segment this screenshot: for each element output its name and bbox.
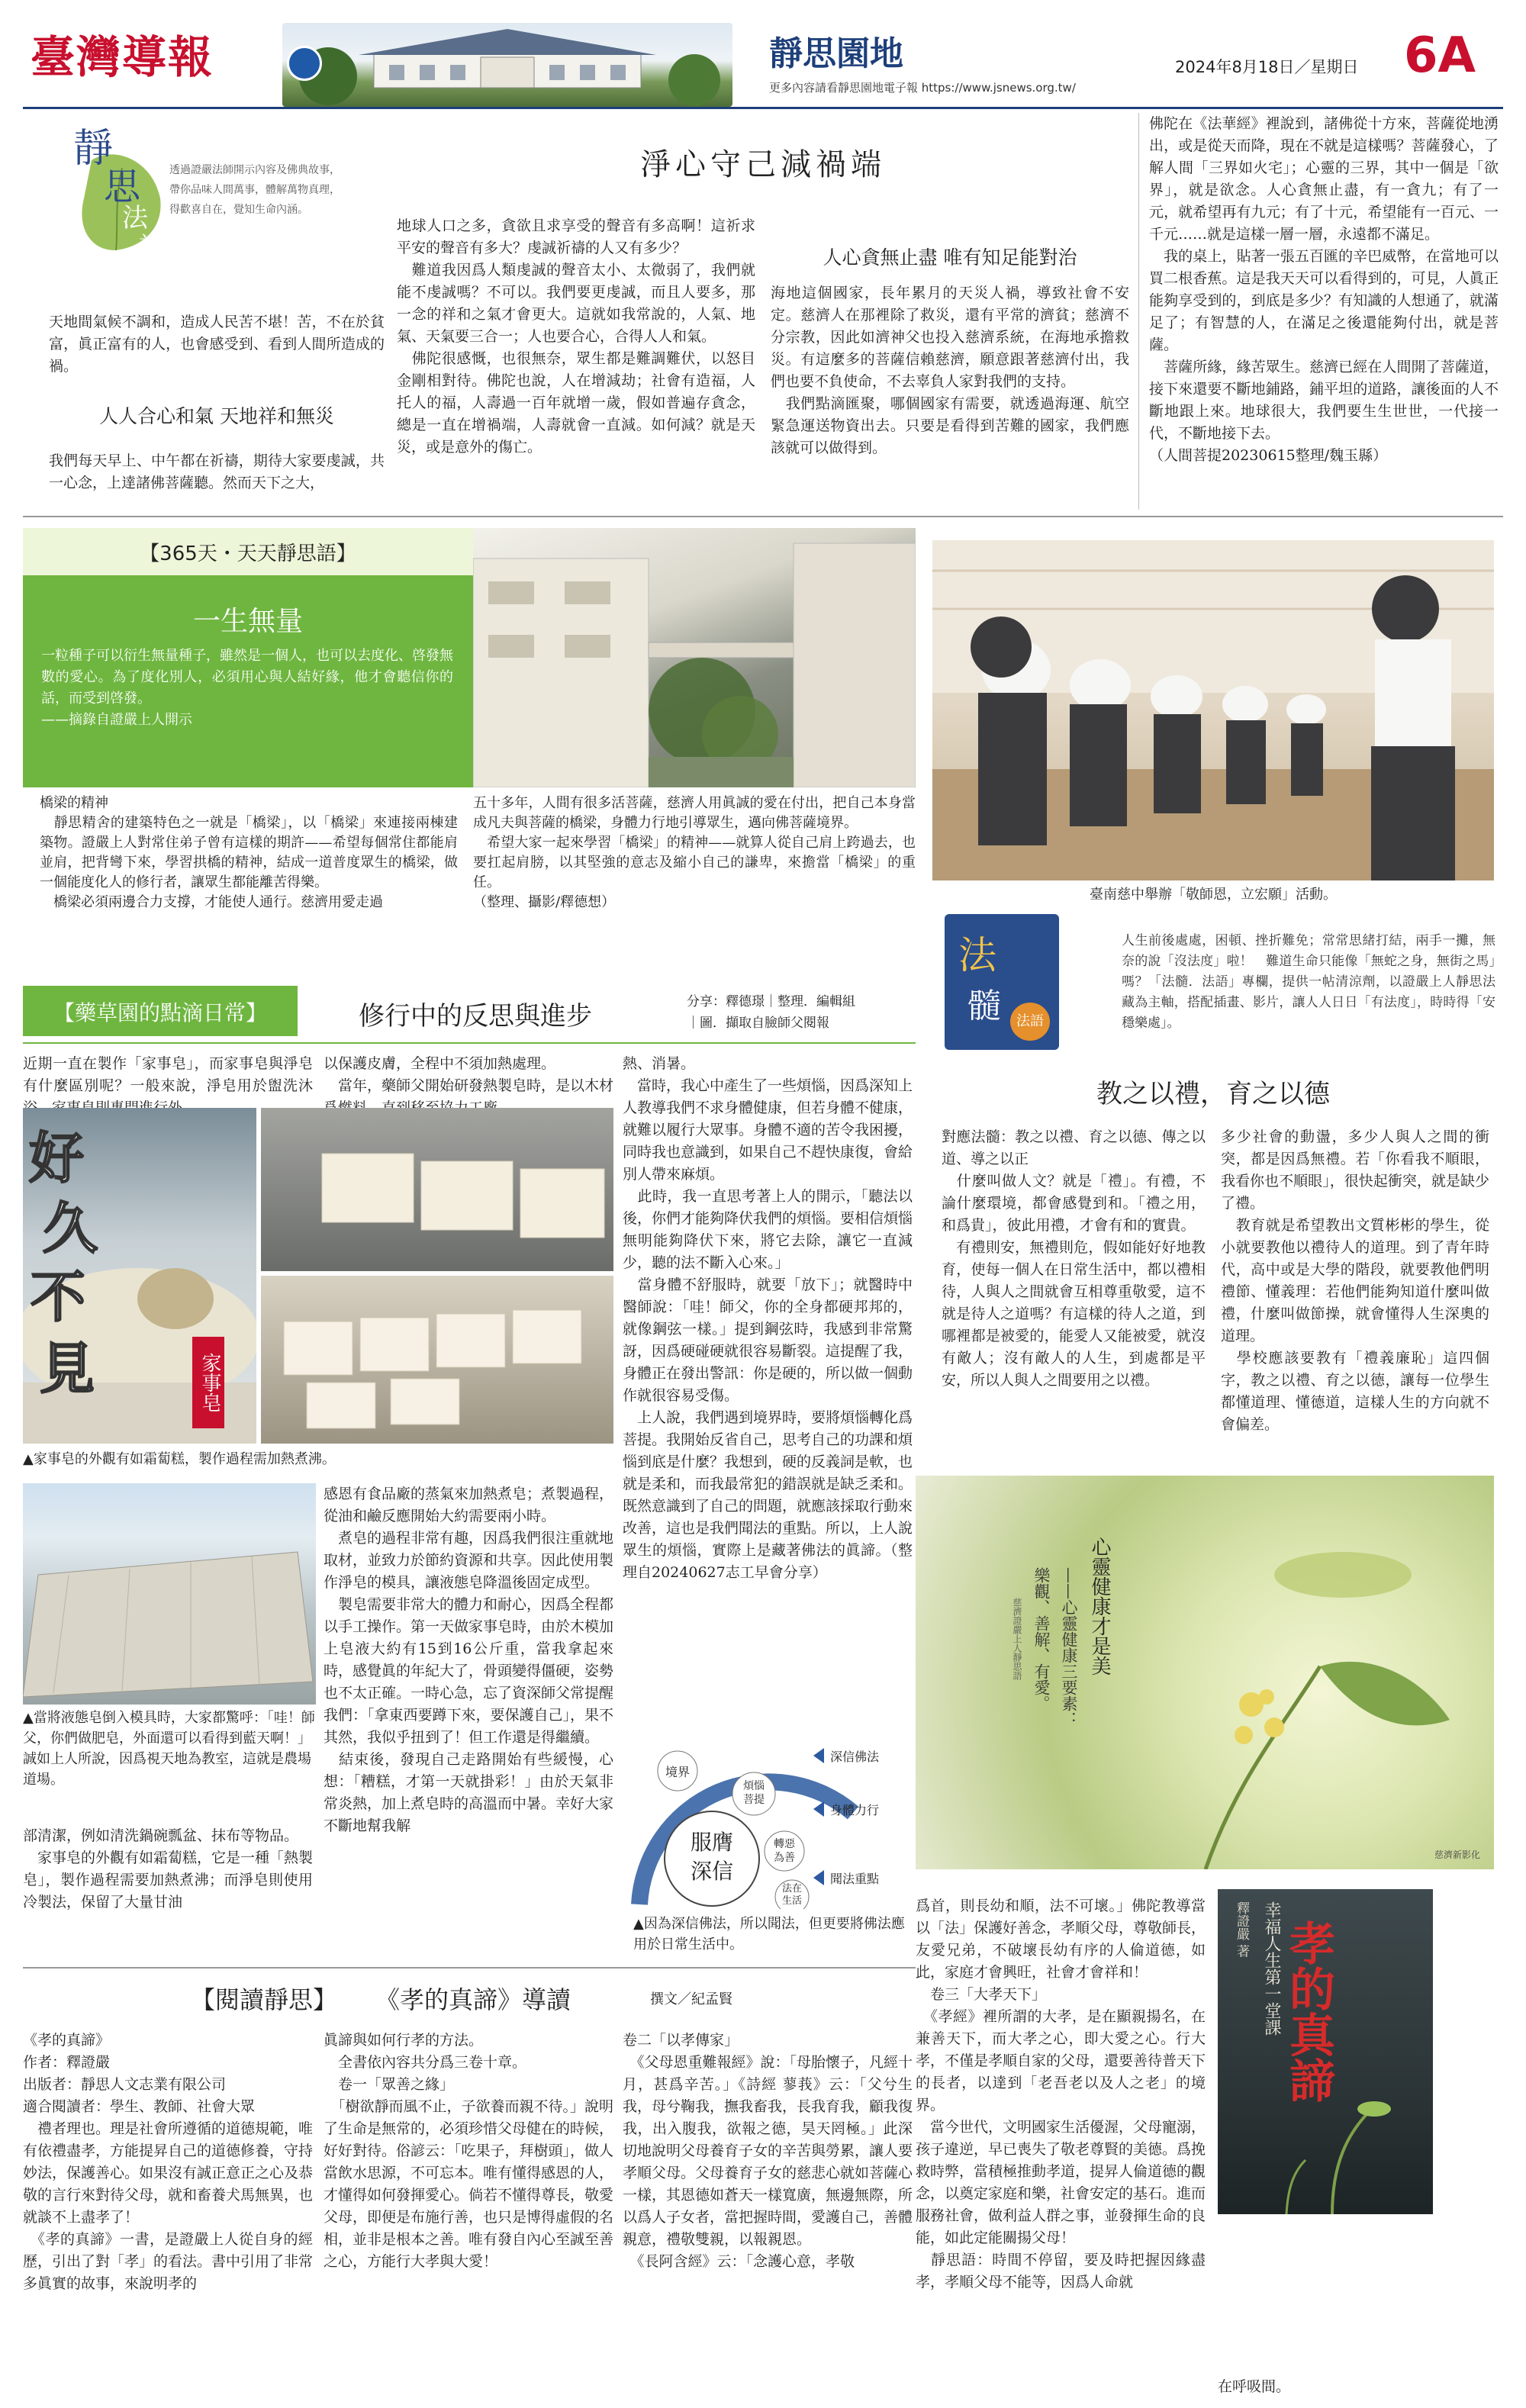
diagram-arrow-label-1: 深信佛法 — [830, 1750, 880, 1764]
jingsi365-body-2: 五十多年，人間有很多活菩薩，慈濟人用眞誠的愛在付出，把自己本身當成凡夫與菩薩的橋梁，身體力行地引導眾生，邁向佛菩薩境界。 希望大家一起來學習「橋梁」的精神——就算人從自己肩上跨過去，也要扛起肩膀，以其堅強的意志及縮小自己的謙卑，來擔當「橋梁」的重任。 （整理、攝影/釋德想） — [473, 795, 916, 910]
diagram-circle-1: 境界 — [665, 1765, 690, 1779]
reading-title: 《孝的真諦》導讀 — [375, 1985, 571, 2014]
herbal-caption-2: ▲當將液態皂倒入模具時，大家都驚呼：「哇！師父，你們做肥皂，外面還可以看得到藍天啊！」誠如上人所說，因爲視天地為教室，這就是農場道場。 — [23, 1710, 315, 1788]
fadu-quote: 人生前後處處，困頓、挫折難免；常常思緒打結，兩手一攤，無奈的說「沒法度」啦！ 難道生命只能像「無蛇之身，無街之馬」嗎？「法髓．法語」專欄，提供一帖清涼劑，以證嚴上人靜思法藏為主軸，搭配插畫、影片，讓人人日日「有法度」，時時得「安穩樂處」。 — [1122, 933, 1495, 1031]
book-cover — [1218, 1889, 1433, 2214]
bowing-students-photo — [932, 540, 1494, 880]
fadu-badge-label: 法語 — [1010, 1003, 1050, 1041]
building-illustration — [282, 23, 732, 107]
section-rule-reading — [23, 1967, 916, 1969]
diagram-arrow-label-2: 身體力行 — [830, 1803, 880, 1817]
herbal-title: 修行中的反思與進步 — [359, 1001, 592, 1032]
headline-char-bu: 不 — [31, 1264, 86, 1329]
reading-author: 撰文／紀孟賢 — [650, 1991, 732, 2007]
fadu-badge — [945, 914, 1059, 1050]
bridge-illustration — [473, 528, 916, 787]
soap-mold-photo — [23, 1483, 316, 1705]
herbal-col-c: 熱、消暑。 當時，我心中產生了一些煩惱，因爲深知上人教導我們不求身體健康，但若身體不健康，就難以履行大眾事。身體不適的苦令我困擾，同時我也意識到，如果自己不趕快康復，會給別人帶來麻煩。 此時，我一直思考著上人的開示，「聽法以後，你們才能夠降伏我們的煩惱。要相信煩惱無明能夠降伏下來，將它去除，讓它一直減少，聽的法不斷入心來。」 當身體不舒服時，就要「放下」；就醫時中醫師說：「哇！師父，你的全身都硬邦邦的，就像鋼弦一樣。」提到鋼弦時，我感到非常驚訝，因爲硬碰硬就很容易斷裂。這提醒了我，身體正在發出警訊：你是硬的，所以做一個動作就很容易受傷。 上人說，我們遇到境界時，要將煩惱轉化爲菩提。我開始反省自己，思考自己的功課和煩惱到底是什麼？我想到，硬的反義詞是軟，也就是柔和，而我最常犯的錯誤就是缺乏柔和。既然意識到了自己的問題，就應該採取行動來改善，這也是我們聞法的重點。所以，上人說眾生的煩惱，實際上是藏著佛法的眞諦。（整理自20240627志工早會分享） — [623, 1055, 913, 1581]
herbal-col-a: 近期一直在製作「家事皂」，而家事皂與淨皂有什麼區別呢？一般來說，淨皂用於盥洗沐 — [23, 1055, 313, 1094]
soap-bars-illustration-1 — [261, 1108, 613, 1271]
soap-cooking-photo — [23, 1108, 256, 1444]
flower-illustration — [916, 1476, 1494, 1869]
dharma-logo — [69, 114, 168, 262]
book-series: 幸福人生第一堂課 — [1262, 1901, 1281, 2036]
poem-subtitle: ——心靈健康三要素： — [1060, 1567, 1078, 1727]
dharma-char-yu: 語 — [139, 232, 165, 262]
dharma-subhead-1: 人人合心和氣 天地祥和無災 — [99, 405, 334, 427]
dharma-para-3: 海地這個國家，長年累月的天災人禍，導致社會不安定。慈濟人在那裡除了救災，還有平常的濟貧；慈濟不分宗教，因此如濟神父也投入慈濟系統，在海地承擔救災。有這麼多的菩薩信賴慈濟，願意跟著慈濟付出，我們也要不負使命，不去辜負人家對我們的支持。 我們點滴匯聚，哪個國家有需要，就透過海運、航空緊急運送物資出去。只要是看得到苦難的國家，我們應該就可以做得到。 — [771, 285, 1129, 456]
jingsi365-title: 一生無量 — [192, 606, 303, 637]
fadu-badge-char-1: 法 — [958, 933, 996, 977]
issue-date: 2024年8月18日／星期日 — [1175, 58, 1359, 76]
poem-line: 樂觀、善解、有愛。 — [1032, 1567, 1051, 1711]
masthead-building-photo — [282, 23, 732, 107]
herbal-title-rule — [23, 1042, 916, 1044]
reading-col-4: 爲首，則長幼和順，法不可壞。」佛陀教導當以「法」保護好善念，孝順父母，尊敬師長，友愛兄弟，不破壞長幼有序的人倫道德，如此，家庭才會興旺，社會才會祥和！ 卷三「大孝天下」 《孝經》裡所謂的大孝，是在顯親揚名，在兼善天下，而大孝之心，即大愛之心。行大孝，不僅是孝順自家的父母，還要善待普天下的長者，以達到「老吾老以及人之老」的境界。 當今世代，文明國家生活優渥，父母寵溺，孩子違逆，早已喪失了敬老尊賢的美德。爲挽救時弊，當積極推動孝道，提昇人倫道德的觀念，以奠定家庭和樂，社會安定的基石。進而服務社會，做利益人群之事，並發揮生命的良能，如此定能關揚父母！ 靜思語：時間不停留，要及時把握因緣盡孝，孝順父母不能等，因爲人命就 — [916, 1898, 1206, 2290]
column-rule-dharma — [1138, 113, 1139, 510]
masthead-subline: 更多內容請看靜思園地電子報 https://www.jsnews.org.tw/ — [769, 81, 1076, 95]
flower-photo — [916, 1476, 1494, 1869]
herbal-credit-1: 分享：釋德璟｜整理．編輯組 — [687, 994, 855, 1009]
diagram-arrow-label-3: 聞法重點 — [830, 1872, 880, 1886]
headline-soap-label: 家事皂 — [192, 1337, 224, 1428]
reading-col-2: 眞諦與如何行孝的方法。 全書依內容共分爲三卷十章。 卷一「眾善之緣」 「樹欲靜而風不止，子欲養而親不待。」說明了生命是無常的，必須珍惜父母健在的時候，好好對待。俗諺云：「吃果子，拜樹頭」，做人當飲水思源，不可忘本。唯有懂得感恩的人，才懂得如何發揮愛心。倘若不懂得尊長，敬愛父母，即便是布施行善，也只是博得虛假的名相，並非是根本之善。唯有發自內心至誠至善之心，方能行大孝與大愛！ — [324, 2032, 614, 2270]
bowing-students-illustration — [932, 540, 1494, 880]
dharma-subhead-2: 人心貪無止盡 唯有知足能對治 — [823, 246, 1077, 269]
headline-char-jiu: 久 — [43, 1196, 98, 1260]
dharma-char-si: 思 — [104, 166, 141, 208]
herbal-caption-3: ▲因為深信佛法，所以聞法，但更要將佛法應用於日常生活中。 — [633, 1916, 905, 1952]
reading-tag: 【閱讀靜思】 — [191, 1985, 338, 2014]
dharma-char-jing: 靜 — [73, 126, 114, 172]
section-title: 靜思園地 — [769, 34, 903, 73]
bridge-building-photo — [473, 528, 916, 787]
dharma-title: 淨心守己減禍端 — [640, 147, 886, 182]
diagram-circle-3: 轉惡 為善 — [774, 1838, 795, 1864]
diagram-circle-2: 煩惱 菩提 — [743, 1780, 765, 1806]
diagram-center: 服膺 深信 — [690, 1830, 733, 1884]
dharma-practice-diagram — [624, 1737, 916, 1909]
reading-col-1: 《孝的真諦》 作者：釋證嚴 出版者：靜思人文志業有限公司 適合閱讀者：學生、教師、社會大眾 禮者理也。理是社會所遵循的道德規範，唯有依禮盡孝，方能提昇自己的道德修養，守持妙法，保護善心。如果沒有誠正意正之心及恭敬的言行來對待父母，就和畜養犬馬無異，也就談不上盡孝了！ 《孝的真諦》一書，是證嚴上人從自身的經歷，引出了對「孝」的看法。書中引用了非常多眞實的故事，來說明孝的 — [23, 2032, 314, 2292]
fadu-col-1: 對應法髓：教之以禮、育之以德、傳之以道、導之以正 什麼叫做人文？就是「禮」。有禮，不論什麼環境，都會感覺到和。「禮之用，和爲貴」，彼此用禮，才會有和的實貴。 有禮則安，無禮則危，假如能好好地教育，使每一個人在日常生活中，都以禮相待，人與人之間就會互相尊重敬愛，這不就是待人之道嗎？有這樣的待人之道，到哪裡都是被愛的，能愛人又能被愛，就沒有敵人；沒有敵人的人生，到處都是平安，所以人與人之間要用之以禮。 — [942, 1128, 1206, 1389]
fadu-badge-char-2: 髓 — [967, 987, 1001, 1025]
book-author: 釋證嚴 著 — [1234, 1901, 1249, 1958]
headline-char-hao: 好 — [29, 1125, 85, 1190]
dharma-blurb: 透過證嚴法師開示內容及佛典故事， 帶你品味人間萬事，體解萬物真理， 得歡喜自在，覺知生命內涵。 — [169, 164, 340, 216]
soap-mold-illustration — [23, 1483, 316, 1705]
section-rule-1 — [23, 516, 1503, 517]
jingsi365-tag: 【365天・天天靜思語】 — [140, 542, 356, 565]
dharma-para-1: 我們每天早上、中午都在祈禱，期待大家要虔誠，共一心念，上達諸佛菩薩聽。然而天下之大， — [49, 452, 385, 491]
dharma-intro: 天地間氣候不調和，造成人民苦不堪！苦，不在於貧富，眞正富有的人，也會感受到、看到人間所造成的禍。 — [49, 314, 385, 375]
fadu-col-2: 多少社會的動盪，多少人與人之間的衝突，都是因爲無禮。若「你看我不順眼，我看你也不順眼」，很快起衝突，就是缺少了禮。 教育就是希望教出文質彬彬的學生，從小就要教他以禮待人的道理。到了青年時代，高中或是大學的階段，就要教他們明禮節、懂義理：若他們能夠知道什麼叫做禮，什麼叫做節操，就會懂得人生深奧的道理。 學校應該要教有「禮義廉恥」這四個字，教之以禮、育之以德，讓每一位學生都懂道理、懂德道，這樣人生的方向就不會偏差。 — [1221, 1128, 1489, 1433]
soap-bars-photo-2 — [261, 1276, 613, 1444]
dharma-para-2: 地球人口之多，貪欲且求享受的聲音有多高啊！這祈求平安的聲音有多大？虔誠祈禱的人又有多少？ 難道我因爲人類虔誠的聲音太小、太微弱了，我們就能不虔誠嗎？不可以。我們要更虔誠，而且人要多，那一念的祥和之氣才會更大。這就如我常說的，人氣、地氣、天氣要三合一；人也要合心，合得人人和氣。 佛陀很感慨，也很無奈，眾生都是難調難伏，以怒目金剛相對待。佛陀也說，人在增減劫；社會有造福，人托人的福，人壽過一百年就增一歲，假如普遍存貪念，總是一直在增禍端，人壽就會一直減。如何減？就是天災，或是意外的傷亡。 — [397, 217, 755, 456]
reading-col-3: 卷二「以孝傳家」 《父母恩重難報經》說：「母胎懷子，凡經十月，甚爲辛苦。」《詩經 蓼莪》云：「父兮生我，母兮鞠我，撫我畜我，長我育我，顧我復我，出入腹我，欲報之德，昊天罔極。」此深切地說明父母養育子女的辛苦與勞累，讓人要孝順父母。父母養育子女的慈悲心就如菩薩心一樣，其恩德如蒼天一樣寬廣，無邊無際，所以爲人子女者，當把握時間，愛護自己，善體親意，禮敬雙親，以報親恩。 《長阿含經》云：「念護心意，孝敬 — [623, 2032, 913, 2270]
paper-name: 臺灣導報 — [31, 31, 214, 83]
herbal-col-d: 感恩有食品廠的蒸氣來加熱煮皂；煮製過程，從油和鹼反應開始大約需要兩小時。 煮皂的過程非常有趣，因爲我們很注重就地取材，並致力於節約資源和共享。因此使用製作淨皂的模具，讓液態皂降溫後固定成型。 製皂需要非常大的體力和耐心，因爲全程都以手工操作。第一天做家事皂時，由於木模加上皂液大約有15到16公斤重，當我拿起來時，感覺眞的年紀大了，骨頭變得僵硬，姿勢也不太正確。一時心急，忘了資深師父常提醒我們：「拿東西要蹲下來，要保護自己」，果不其然，我似乎扭到了！但工作還是得繼續。 結束後，發現自己走路開始有些緩慢，心想：「糟糕，才第一天就掛彩！」由於天氣非常炎熱，加上煮皂時的高溫而中暑。幸好大家不斷地幫我解 — [324, 1486, 614, 1834]
herbal-caption-1: ▲家事皂的外觀有如霜蔔糕，製作過程需加熱煮沸。 — [23, 1451, 336, 1467]
tzu-chi-logo-icon — [287, 46, 322, 81]
dharma-para-4: 佛陀在《法華經》裡說到，諸佛從十方來，菩薩從地湧出，或是從天而降，現在不就是這樣嗎？菩薩發心，了解人間「三界如火宅」；心靈的三界，其中一個是「欲界」，就是欲念。人心貪無止盡，有一貪九；有了一元，就希望再有九元；有了十元，希望能有一百元、一千元……就是這樣一層一層，永遠都不滿足。 我的桌上，貼著一張五百匯的辛巴威幣，在當地可以買二根香蕉。這是我天天可以看得到的，可見，人眞正能夠享受到的，到底是多少？有知識的人想通了，就滿足了；有智慧的人，在滿足之後還能夠付出，就是菩薩。 菩薩所緣，緣苦眾生。慈濟已經在人間開了菩薩道，接下來還要不斷地鋪路，鋪平坦的道路，讓後面的人不斷地跟上來。地球很大，我們要生生世世，一代接一代，不斷地接下去。 （人間菩提20230615整理/魏玉縣） — [1149, 115, 1499, 464]
herbal-col-e: 部清潔，例如清洗鍋碗瓢盆、抹布等物品。 家事皂的外觀有如霜蔔糕，它是一種「熱製皂」，製作過程需要加熱煮沸；而淨皂則使用冷製法，保留了大量甘油 — [23, 1827, 314, 1911]
bowing-photo-caption: 臺南慈中舉辦「敬師恩，立宏願」活動。 — [1090, 887, 1337, 903]
herbal-tag: 【藥草園的點滴日常】 — [53, 1000, 267, 1025]
jingsi365-body-1: 橋梁的精神 靜思精舍的建築特色之一就是「橋梁」，以「橋梁」來連接兩棟建築物。證嚴上人對常住弟子曾有這樣的期許——希望每個常住都能肩並肩，把背彎下來，學習拱橋的精神，結成一道普度眾生的橋梁，做一個能度化人的修行者，讓眾生都能離苦得樂。 橋梁必須兩邊合力支撐，才能使人通行。慈濟用愛走過 — [40, 795, 458, 910]
masthead-rule — [23, 107, 1503, 109]
headline-char-jian: 見 — [40, 1336, 95, 1401]
diagram-circle-4: 法在 生活 — [781, 1883, 802, 1907]
herbal-credit-2: ｜圖．擷取自臉師父閱報 — [687, 1016, 829, 1031]
reading-col-5: 在呼吸間。 — [1218, 2378, 1291, 2395]
herbal-col-b: 以保護皮膚，全程中不須加熱處理。 當年，藥師父開始研發熱製皂時，是以木材 — [324, 1055, 614, 1094]
poem-title: 心靈健康才是美 — [1088, 1537, 1111, 1676]
jingsi365-text: 一粒種子可以衍生無量種子，雖然是一個人，也可以去度化、啓發無數的愛心。為了度化別人，必須用心與人結好緣，他才會聽信你的話，而受到啓發。 ——摘錄自證嚴上人開示 — [41, 648, 453, 728]
flower-photo-credit: 慈濟新影化 — [1434, 1849, 1480, 1860]
masthead — [0, 0, 1526, 114]
poem-credit: 慈濟證嚴上人靜思語 — [1012, 1598, 1022, 1680]
dharma-char-fa: 法 — [122, 203, 148, 233]
soap-bars-illustration-2 — [261, 1276, 613, 1444]
fadu-title: 教之以禮，育之以德 — [1096, 1079, 1330, 1109]
soap-bars-photo-1 — [261, 1108, 613, 1271]
book-title: 孝的真諦 — [1282, 1920, 1335, 2103]
page-number: 6A — [1404, 27, 1476, 84]
